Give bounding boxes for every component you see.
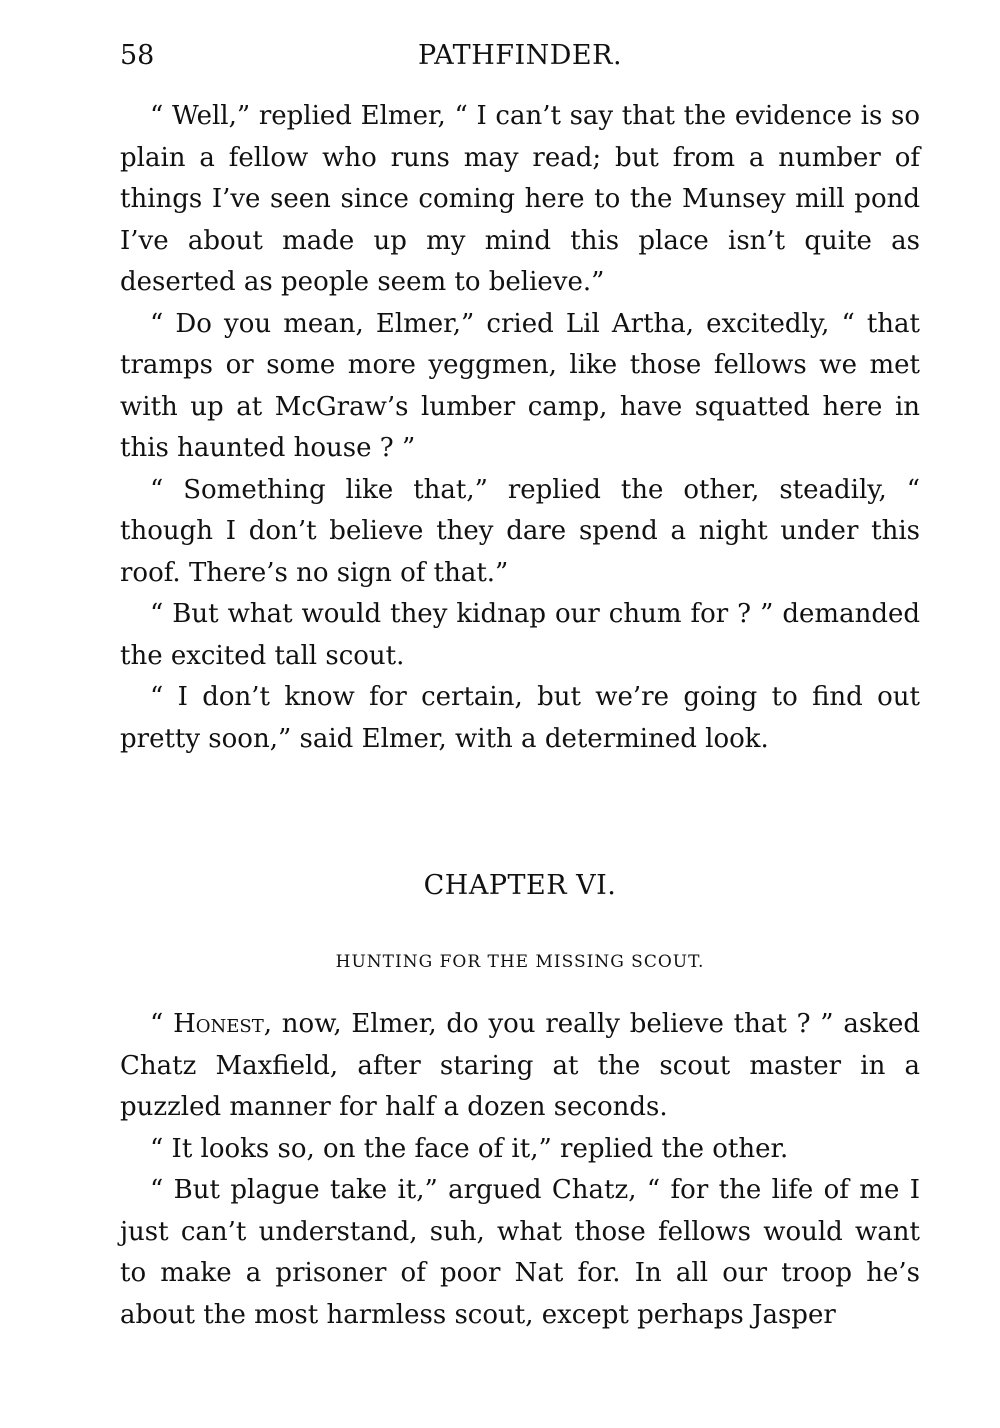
- running-title: PATHFINDER.: [417, 40, 623, 71]
- paragraph: “ But plague take it,” argued Chatz, “ for the life of me I just can’t understand, suh, what those fellows would want to make a prisoner of poor Nat for. In all our troop he’s about the most harmless scout, except perhaps Jasper: [120, 1175, 920, 1330]
- paragraph: “ Well,” replied Elmer, “ I can’t say that the evidence is so plain a fellow who runs may read; but from a number of things I’ve seen since coming here to the Munsey mill pond I’ve about made up my mind this place isn’t quite as deserted as people seem to believe.”: [120, 101, 920, 297]
- paragraph: “ I don’t know for certain, but we’re going to find out pretty soon,” said Elmer, with a determined look.: [120, 682, 920, 754]
- paragraph: “ It looks so, on the face of it,” replied the other.: [150, 1133, 789, 1164]
- paragraph: “ But what would they kidnap our chum for ? ” demanded the excited tall scout.: [120, 599, 920, 671]
- chapter-opening-paragraph: [120, 1004, 920, 1129]
- opening-word: Honest: [173, 1009, 264, 1039]
- chapter-title: CHAPTER VI.: [423, 870, 617, 901]
- chapter-subtitle: HUNTING FOR THE MISSING SCOUT.: [335, 952, 705, 972]
- text-block-chapter: [120, 1004, 920, 1336]
- running-head: [120, 36, 920, 76]
- opening-rest: , now, Elmer, do you really believe that ? ” asked Chatz Maxfield, after staring at the scout master in a puzzled manner for half a dozen seconds.: [120, 1009, 920, 1122]
- text-block-before-chapter: [120, 96, 920, 760]
- paragraph: “ Do you mean, Elmer,” cried Lil Artha, excitedly, “ that tramps or some more yeggmen, like those fellows we met with up at McGraw’s lumber camp, have squatted here in this haunted house ? ”: [120, 308, 920, 463]
- paragraph: “ Something like that,” replied the other, steadily, “ though I don’t believe they dare spend a night under this roof. There’s no sign of that.”: [120, 474, 920, 588]
- page-number: 58: [120, 40, 155, 71]
- opening-quote: “: [150, 1009, 174, 1039]
